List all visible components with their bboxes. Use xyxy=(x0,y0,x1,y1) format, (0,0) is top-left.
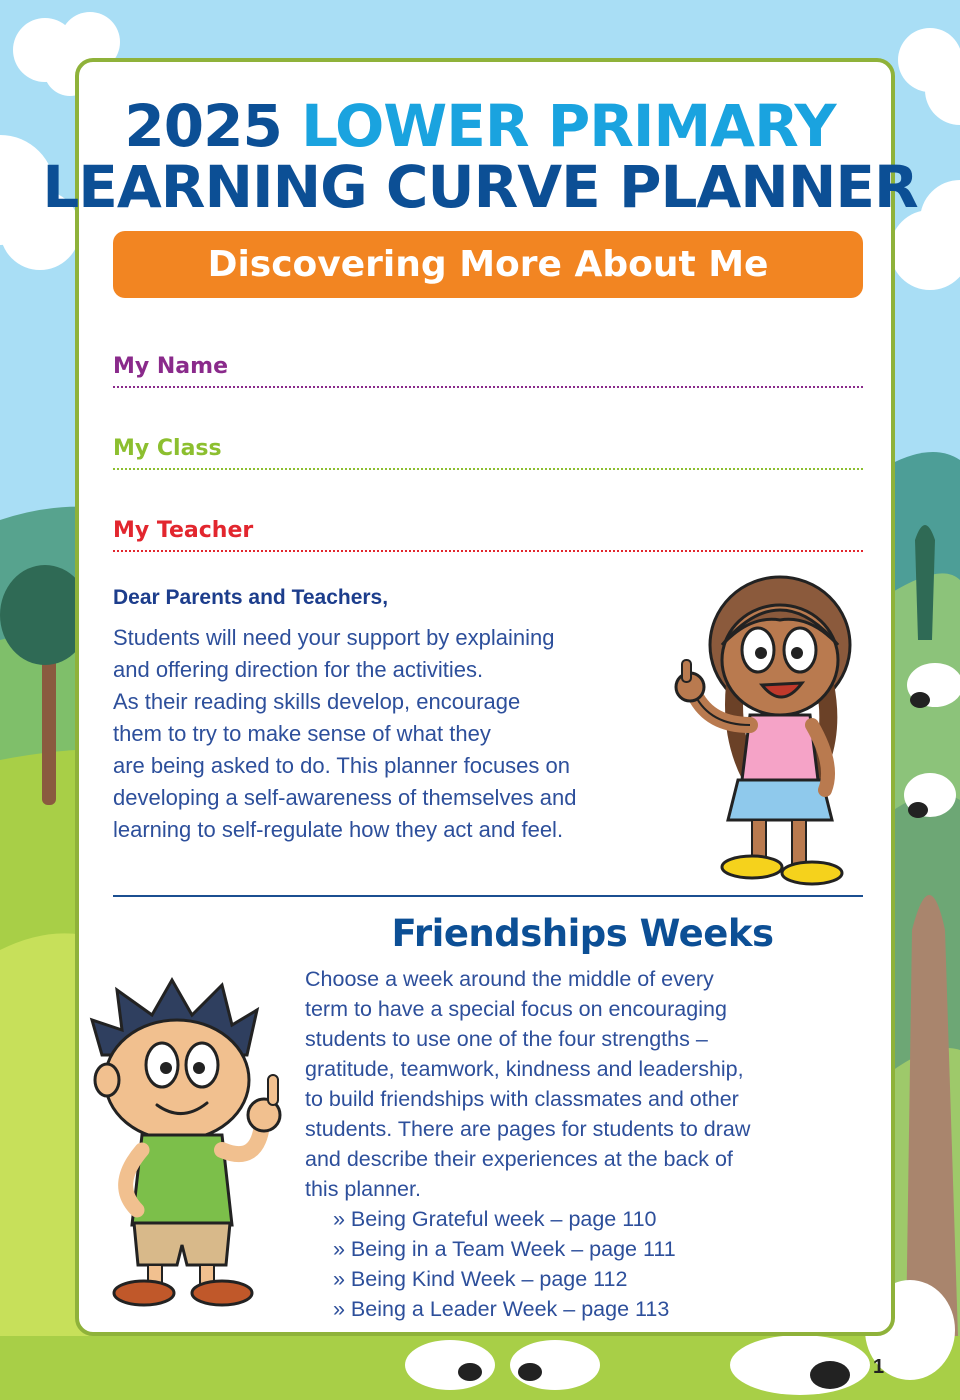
intro-line: are being asked to do. This planner focuses on xyxy=(113,753,571,778)
friendships-line: this planner. xyxy=(305,1177,421,1201)
week-list-item: » Being Kind Week – page 112 xyxy=(333,1267,628,1291)
friendships-line: gratitude, teamwork, kindness and leadership, xyxy=(305,1057,744,1081)
title-year: 2025 xyxy=(124,92,282,160)
name-field[interactable] xyxy=(113,352,863,388)
friendships-line: to build friendships with classmates and other xyxy=(305,1087,739,1111)
week-list-item: » Being a Leader Week – page 113 xyxy=(333,1297,670,1321)
page-title-line2: LEARNING CURVE PLANNER xyxy=(42,153,918,221)
week-list-item: » Being in a Team Week – page 111 xyxy=(333,1237,676,1261)
friendships-line: students to use one of the four strengths – xyxy=(305,1027,708,1051)
intro-line: developing a self-awareness of themselves and xyxy=(113,785,577,810)
week-list-item: » Being Grateful week – page 110 xyxy=(333,1207,657,1231)
section-divider xyxy=(113,895,863,897)
section-banner: Discovering More About Me xyxy=(113,231,863,298)
intro-line: Students will need your support by explaining xyxy=(113,625,555,650)
page-number: 1 xyxy=(873,1356,885,1378)
title-accent: LOWER PRIMARY xyxy=(301,92,836,160)
class-field[interactable] xyxy=(113,434,863,470)
name-label: My Name xyxy=(113,354,228,379)
intro-line: and offering direction for the activities. xyxy=(113,657,484,682)
friendships-line: and describe their experiences at the back of xyxy=(305,1147,733,1171)
greeting: Dear Parents and Teachers, xyxy=(113,586,389,609)
friendships-line: Choose a week around the middle of every xyxy=(305,967,714,991)
intro-line: learning to self-regulate how they act and feel. xyxy=(113,817,564,842)
intro-line: As their reading skills develop, encourage xyxy=(113,689,521,714)
intro-line: them to try to make sense of what they xyxy=(113,721,491,746)
friendships-heading: Friendships Weeks xyxy=(391,912,774,955)
boy-thumbs-up-character xyxy=(82,975,297,1310)
intro-paragraph xyxy=(113,622,693,846)
girl-pointing-character xyxy=(640,575,865,895)
class-label: My Class xyxy=(113,436,222,461)
friendships-body xyxy=(305,964,875,1324)
teacher-field[interactable] xyxy=(113,516,863,552)
friendships-line: term to have a special focus on encouraging xyxy=(305,997,727,1021)
teacher-label: My Teacher xyxy=(113,518,254,543)
friendships-line: students. There are pages for students to draw xyxy=(305,1117,751,1141)
page-title-line1 xyxy=(0,92,960,160)
